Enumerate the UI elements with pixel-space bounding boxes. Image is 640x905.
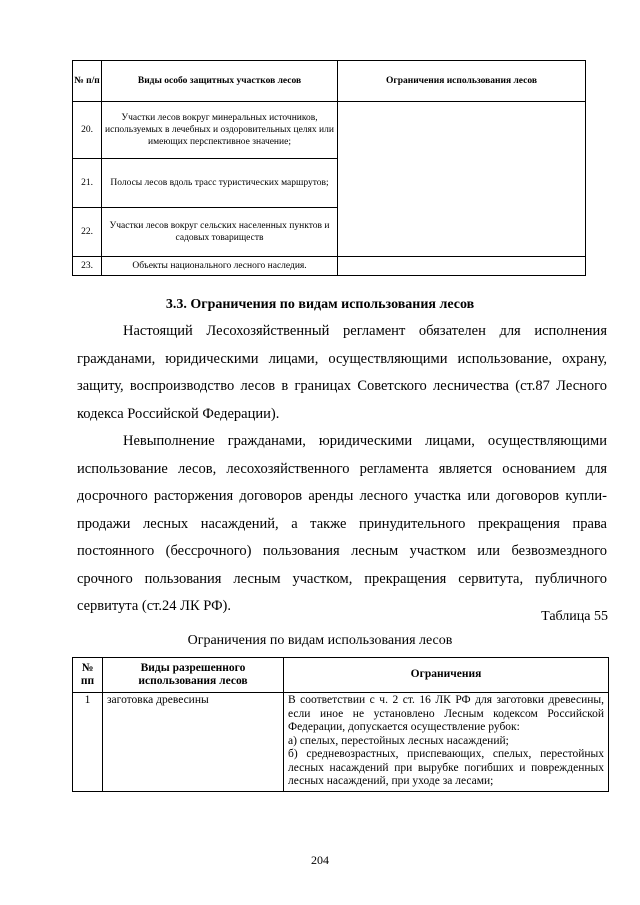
row-number: 1 <box>73 693 103 792</box>
header-number: № пп <box>73 658 103 693</box>
row-area-type: Объекты национального лесного наследия. <box>102 257 338 276</box>
protective-areas-table <box>72 60 586 276</box>
header-area-types: Виды особо защитных участков лесов <box>102 61 338 102</box>
table-label: Таблица 55 <box>541 609 608 624</box>
table-header-row <box>73 61 586 102</box>
row-number: 21. <box>73 159 102 208</box>
paragraph: Настоящий Лесохозяйственный регламент обязателен для исполнения гражданами, юридическими лицами, осуществляющими использование, охрану, защиту, воспроизводство лесов в границах Советского лесничества (ст.87 Лесного кодекса Российской Федерации). <box>77 323 607 422</box>
row-usage-type: заготовка древесины <box>103 693 284 792</box>
restrictions-merged-cell <box>338 102 586 257</box>
header-restrictions: Ограничения <box>284 658 609 693</box>
row-number: 22. <box>73 208 102 257</box>
row-restriction <box>338 257 586 276</box>
row-area-type: Участки лесов вокруг сельских населенных пунктов и садовых товариществ <box>102 208 338 257</box>
header-usage-types: Виды разрешенного использования лесов <box>103 658 284 693</box>
row-area-type: Участки лесов вокруг минеральных источников, используемых в лечебных и оздоровительных целях или имеющих перспективное значение; <box>102 102 338 159</box>
table-row <box>73 257 586 276</box>
restriction-line: В соответствии с ч. 2 ст. 16 ЛК РФ для заготовки древесины, если иное не установлено Лесным кодексом Российской Федерации, допускается осуществление рубок: <box>288 694 604 733</box>
paragraph: Невыполнение гражданами, юридическими лицами, осуществляющими использование лесов, лесохозяйственного регламента является основанием для досрочного расторжения договоров аренды лесного участка или договоров купли-продажи лесных насаждений, а также принудительного прекращения права постоянного (бессрочного) пользования лесным участком или безвозмездного срочного пользования лесным участком, прекращения сервитута, публичного сервитута (ст.24 ЛК РФ). <box>77 433 607 614</box>
table-header-row <box>73 658 609 693</box>
table-row <box>73 693 609 792</box>
page-number: 204 <box>311 853 329 867</box>
header-restrictions: Ограничения использования лесов <box>338 61 586 102</box>
table-row <box>73 102 586 159</box>
table-caption: Ограничения по видам использования лесов <box>187 633 453 648</box>
usage-restrictions-table <box>72 657 609 792</box>
row-number: 23. <box>73 257 102 276</box>
section-heading: 3.3. Ограничения по видам использования лесов <box>165 297 475 312</box>
row-number: 20. <box>73 102 102 159</box>
restriction-line: б) средневозрастных, приспевающих, спелых, перестойных лесных насаждений при вырубке погибших и поврежденных лесных насаждений, при уходе за лесами; <box>288 748 604 787</box>
header-number: № п/п <box>73 61 102 102</box>
restriction-line: а) спелых, перестойных лесных насаждений; <box>288 734 509 747</box>
row-area-type: Полосы лесов вдоль трасс туристических маршрутов; <box>102 159 338 208</box>
row-restrictions <box>284 693 609 792</box>
